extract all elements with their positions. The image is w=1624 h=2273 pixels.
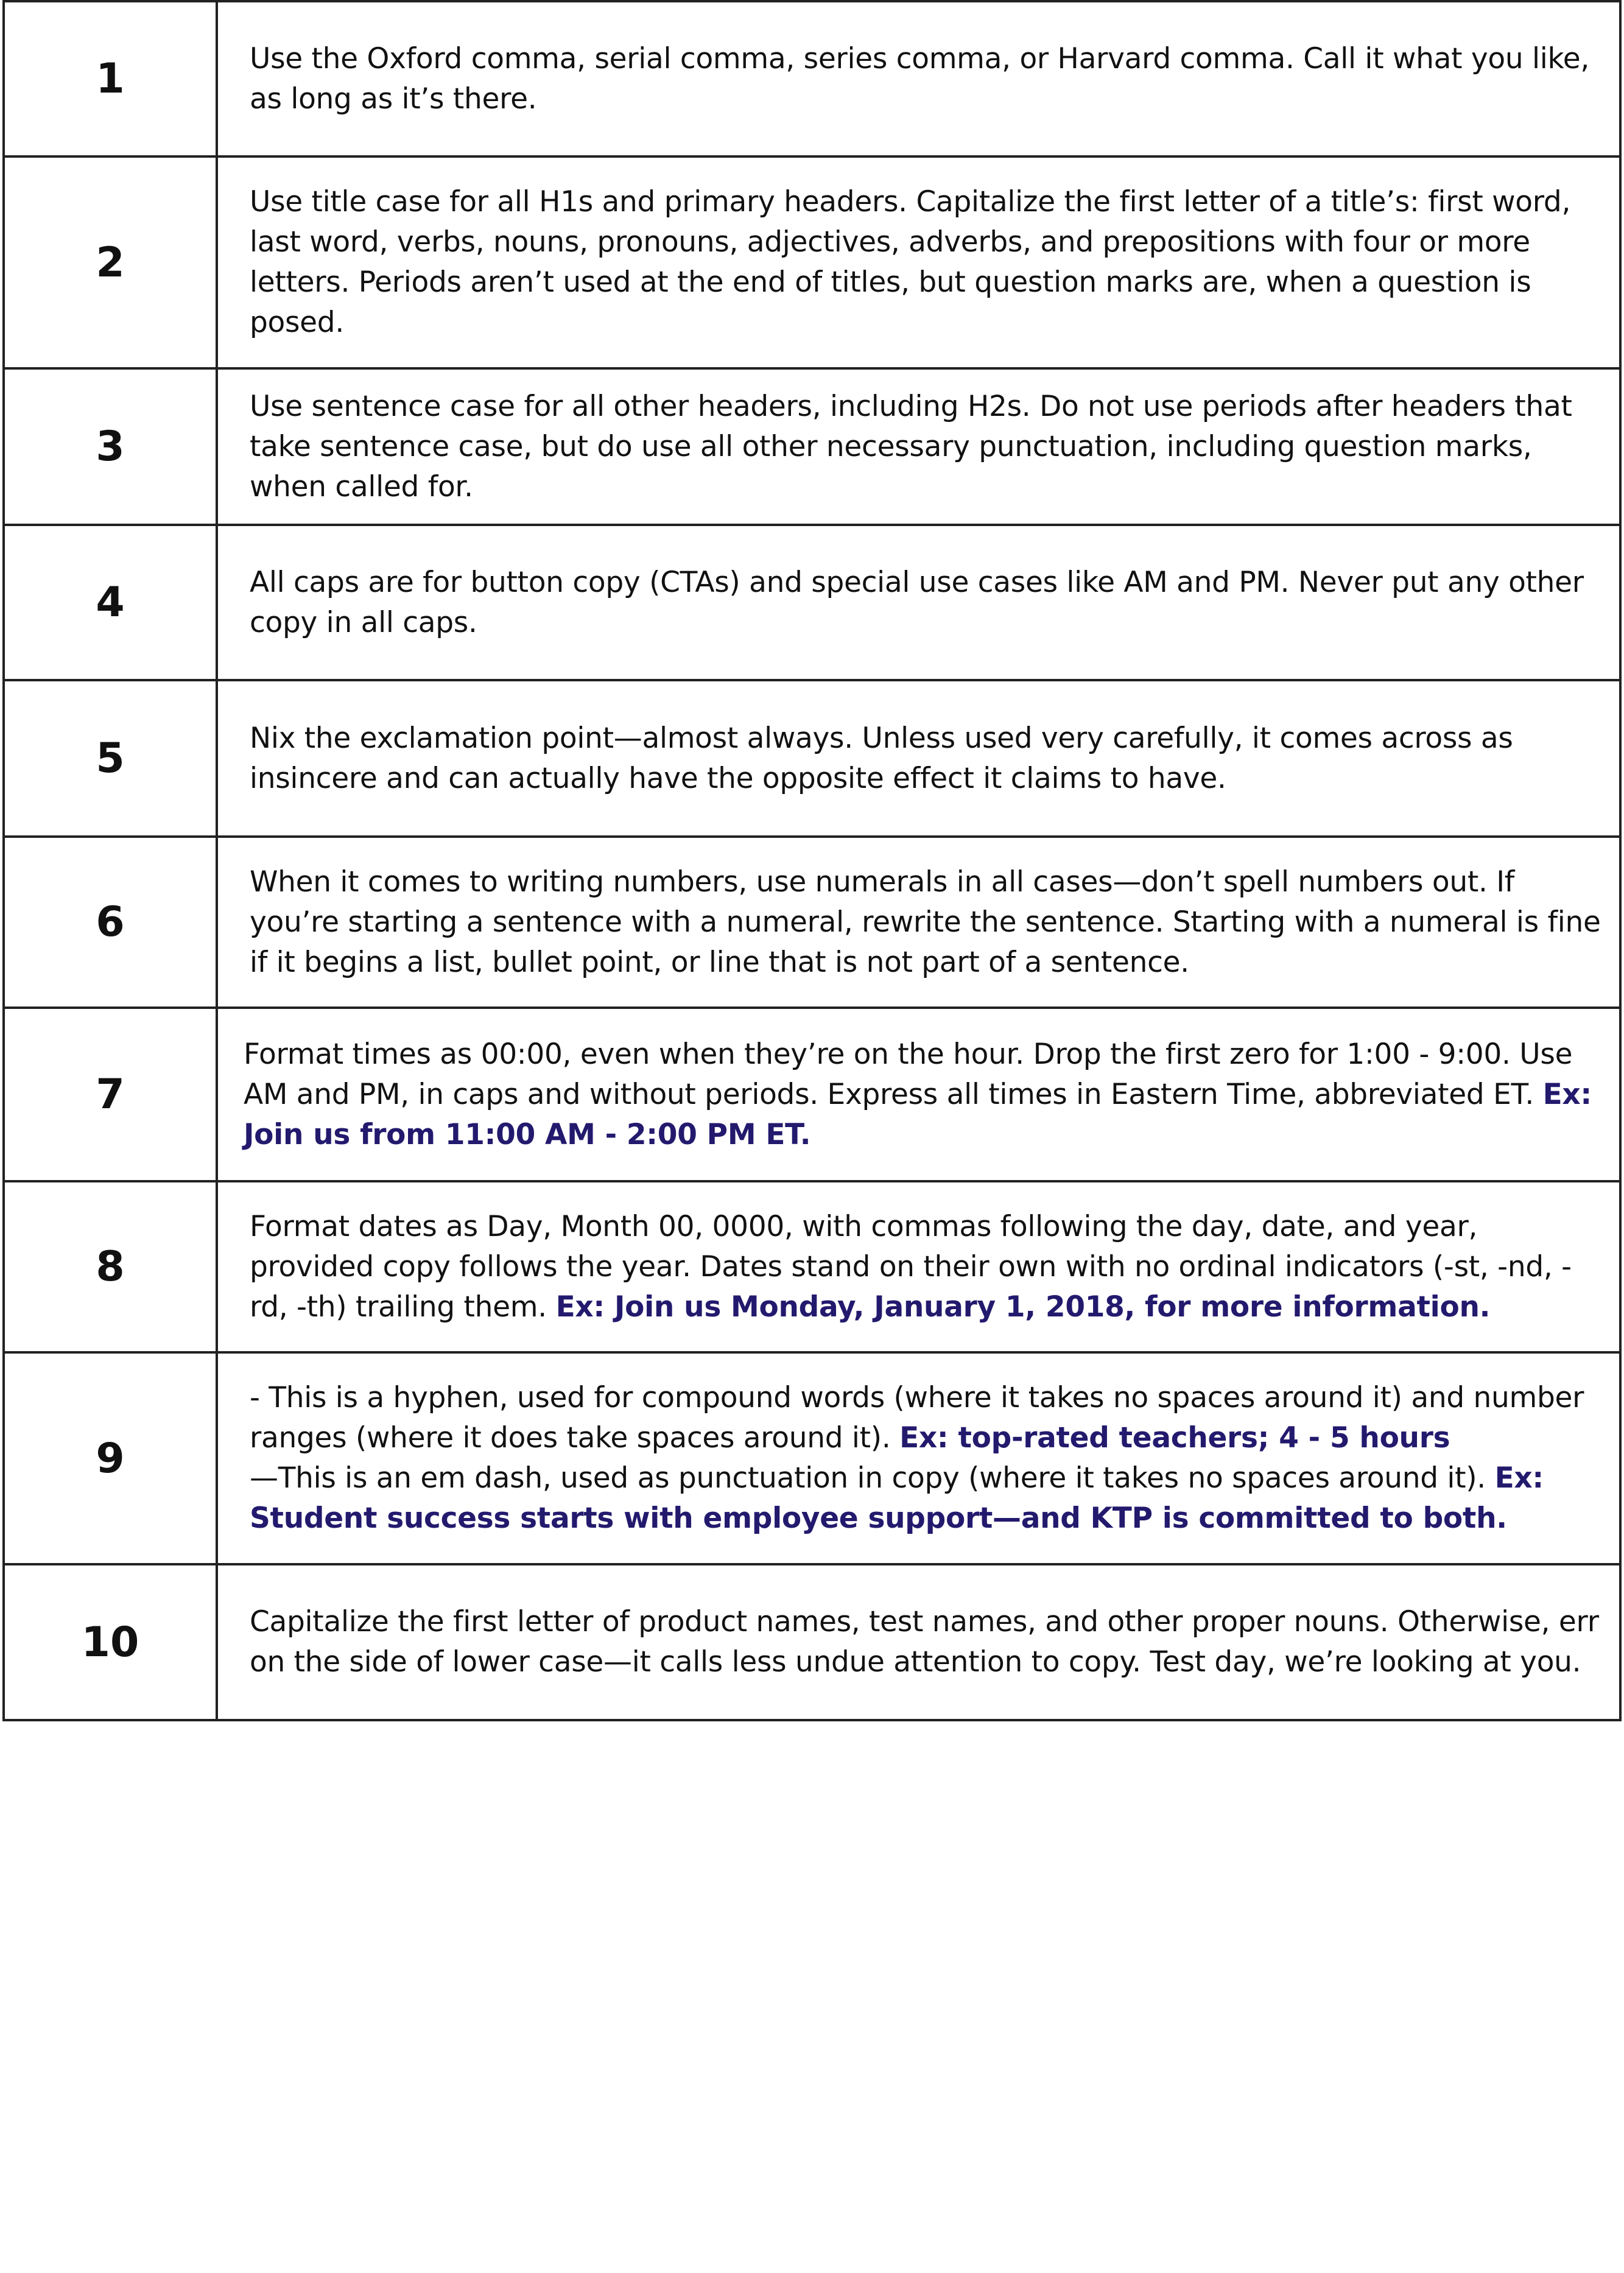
style-rules-table [2,0,1622,1721]
rule-body: All caps are for button copy (CTAs) and special use cases like AM and PM. Never put any other copy in all caps. [250,565,1584,639]
rule-body: Format times as 00:00, even when they’re on the hour. Drop the first zero for 1:00 - 9:00. Use AM and PM, in caps and without periods. Express all times in Eastern Time, abbreviated ET. [244,1037,1573,1111]
rule-row [4,680,1620,837]
rule-text [217,837,1620,1008]
rule-row [4,156,1620,368]
rule-row [4,1181,1620,1352]
rule-row [4,525,1620,680]
rule-number: 10 [4,1564,217,1720]
rule-body: - This is a hyphen, used for compound words (where it takes no spaces around it) and number ranges (where it does take spaces around it). [250,1381,1584,1455]
rule-text [217,1,1620,156]
rule-text [217,156,1620,368]
rule-body: Use title case for all H1s and primary headers. Capitalize the first letter of a title’s: first word, last word, verbs, nouns, pronouns, adjectives, adverbs, and prepositions with four or more letters. Periods aren’t used at the end of titles, but question marks are, when a question is posed. [250,185,1571,339]
rule-body: Nix the exclamation point—almost always. Unless used very carefully, it comes across as insincere and can actually have the opposite effect it claims to have. [250,721,1513,795]
rule-example: Ex: Join us from 11:00 AM - 2:00 PM ET. [244,1077,1592,1151]
rule-body: When it comes to writing numbers, use numerals in all cases—don’t spell numbers out. If you’re starting a sentence with a numeral, rewrite the sentence. Starting with a numeral is fine if it begins a list, bullet point, or line that is not part of a sentence. [250,865,1601,979]
rule-body-secondary: —This is an em dash, used as punctuation in copy (where it takes no spaces around it). [250,1461,1486,1495]
rule-text [217,1181,1620,1352]
rule-body: Use sentence case for all other headers, including H2s. Do not use periods after headers that take sentence case, but do use all other necessary punctuation, including question marks, when called for. [250,389,1572,504]
rule-number: 2 [4,156,217,368]
rule-example: Ex: top-rated teachers; 4 - 5 hours [899,1421,1450,1455]
rule-row [4,1564,1620,1720]
rule-body: Use the Oxford comma, serial comma, series comma, or Harvard comma. Call it what you like, as long as it’s there. [250,41,1589,116]
rule-text [217,680,1620,837]
rule-number: 5 [4,680,217,837]
rule-number: 1 [4,1,217,156]
rule-text [217,1008,1620,1181]
rule-row [4,837,1620,1008]
rule-number: 4 [4,525,217,680]
rule-number: 8 [4,1181,217,1352]
rule-body: Format dates as Day, Month 00, 0000, with commas following the day, date, and year, provided copy follows the year. Dates stand on their own with no ordinal indicators (-st, -nd, -rd, -th) trailing them. [250,1209,1572,1324]
rule-number: 7 [4,1008,217,1181]
rule-example-secondary: Ex: Student success starts with employee support—and KTP is committed to both. [250,1461,1544,1535]
rule-number: 3 [4,368,217,525]
rule-text [217,1352,1620,1564]
rule-row [4,1352,1620,1564]
rule-row [4,368,1620,525]
rule-number: 6 [4,837,217,1008]
rule-number: 9 [4,1352,217,1564]
rule-example: Ex: Join us Monday, January 1, 2018, for more information. [555,1290,1491,1324]
rule-body: Capitalize the first letter of product names, test names, and other proper nouns. Otherwise, err on the side of lower case—it calls less undue attention to copy. Test day, we’re looking at you. [250,1605,1599,1679]
rule-text [217,368,1620,525]
rule-row [4,1008,1620,1181]
rule-text [217,1564,1620,1720]
rule-row [4,1,1620,156]
rule-text [217,525,1620,680]
